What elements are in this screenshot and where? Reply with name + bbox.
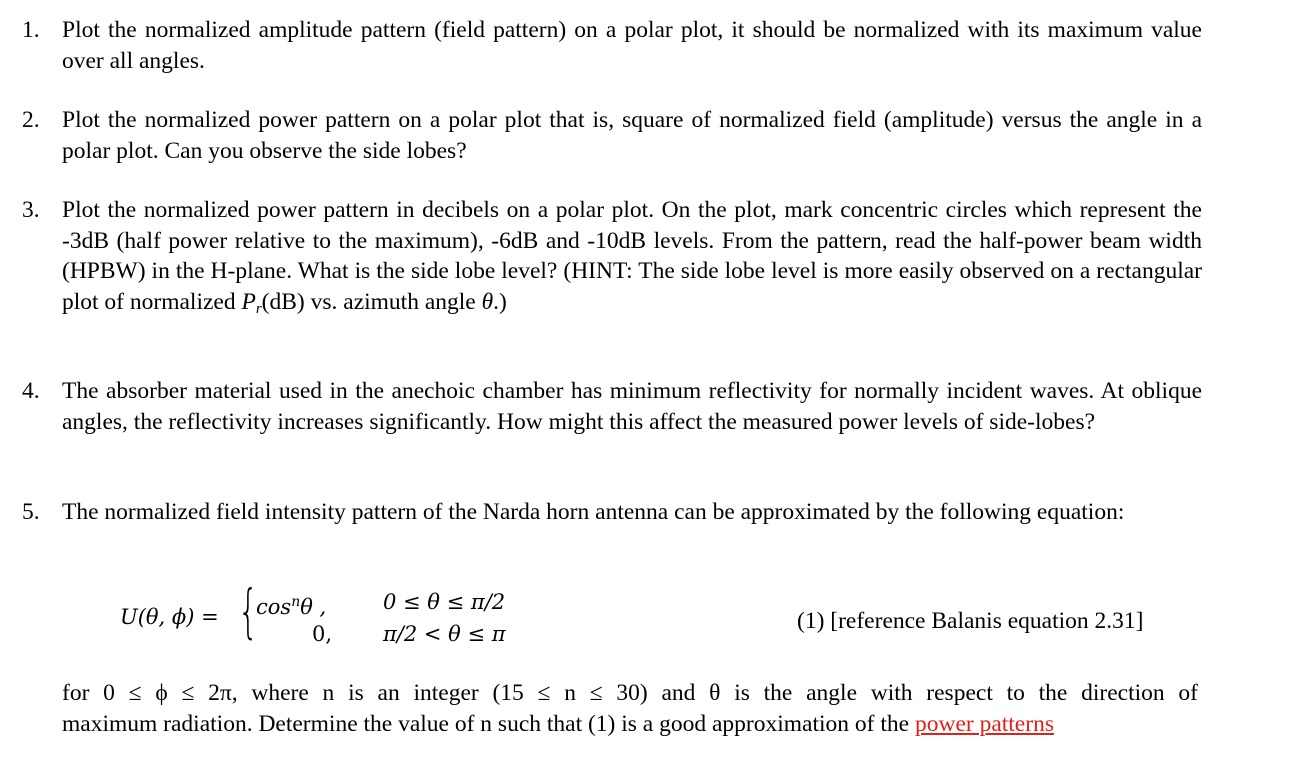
equation-case2-expression: 0, (312, 622, 333, 646)
closing-line-1: for 0 ≤ ϕ ≤ 2π, where n is an integer (15 ≤ n ≤ 30) and θ is the angle with respect to the direction of (62, 680, 1198, 706)
equation-case2-condition: π/2 < θ ≤ π (383, 622, 506, 646)
question-1 (22, 15, 1202, 76)
question-number: 3. (22, 197, 40, 223)
closing-line-2: maximum radiation. Determine the value of n such that (1) is a good approximation of the power patterns (62, 711, 1054, 737)
equation-reference: (1) [reference Balanis equation 2.31] (797, 608, 1144, 634)
equation-case1-condition: 0 ≤ θ ≤ π/2 (383, 590, 506, 614)
equation-brace: { (238, 577, 259, 645)
power-patterns-link[interactable]: power patterns (914, 711, 1054, 737)
question-text: Plot the normalized amplitude pattern (field pattern) on a polar plot, it should be normalized with its maximum value over all angles. (62, 17, 1202, 74)
question-number: 1. (22, 17, 40, 43)
equation-case1-expression: $\cos^n\theta$ , (256, 594, 327, 619)
question-text: The absorber material used in the anechoic chamber has minimum reflectivity for normally incident waves. At oblique angles, the reflectivity increases significantly. How might this affect the measured power levels of side-lobes? (62, 378, 1202, 435)
question-3 (22, 195, 1202, 324)
question-number: 2. (22, 107, 40, 133)
question-text: Plot the normalized power pattern in decibels on a polar plot. On the plot, mark concentric circles which represent the -3dB (half power relative to the maximum), -6dB and -10dB levels. From the pattern, read the half-power beam width (HPBW) in the H-plane. What is the side lobe level? (HINT: The side lobe level is more easily observed on a rectangular plot of normalized $P_r(dB)$ vs. azimuth angle θ.) (62, 197, 1202, 317)
question-4 (22, 376, 1202, 437)
power-symbol: P (241, 288, 256, 315)
question-number: 4. (22, 378, 40, 404)
question-5 (22, 497, 1202, 528)
equation-lhs: U(θ, ϕ) = (120, 605, 219, 629)
theta-symbol: θ (481, 288, 494, 315)
question-2 (22, 105, 1202, 166)
piecewise-equation (120, 577, 560, 649)
question-text: Plot the normalized power pattern on a polar plot that is, square of normalized field (amplitude) versus the angle in a polar plot. Can you observe the side lobes? (62, 107, 1202, 164)
question-text: The normalized field intensity pattern of the Narda horn antenna can be approximated by the following equation: (62, 499, 1125, 525)
power-subscript: r (255, 300, 262, 317)
question-number: 5. (22, 499, 40, 525)
